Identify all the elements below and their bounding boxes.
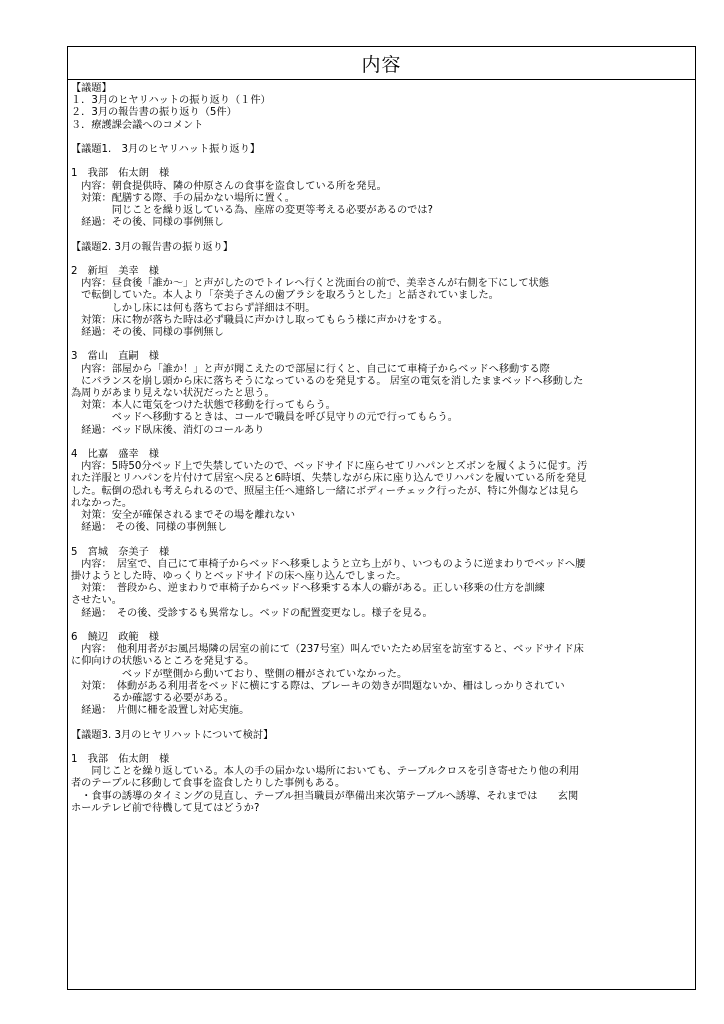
text-line: に仰向けの状態いるところを発見する。 [71,656,255,668]
text-line: れた洋服とリハパンを片付けて居室へ戻ると6時頃、失禁しながら床に座り込んでリハパンを履いている所を発見 [71,473,587,485]
text-line: 対策： 体動がある利用者をベッドに横にする際は、ブレーキの効きが問題ないか、柵はしっかりされてい [71,680,565,692]
text-line: 者のテーブルに移動して食事を盗食したりした事例もある。 [71,778,346,790]
text-line: 対策：床に物が落ちた時は必ず職員に声かけし取ってもらう様に声かけをする。 [71,314,448,326]
text-line: 内容：朝食提供時、隣の仲原さんの食事を盗食している所を発見。 [71,180,387,192]
document-frame [67,46,696,990]
blank-line [71,437,691,449]
text-line: 内容：部屋から「誰か！」と声が聞こえたので部屋に行くと、自己にて車椅子からベッドへ移動する際 [71,363,550,375]
text-line: 内容： 居室で、自己にて車椅子からベッドへ移乗しようと立ち上がり、いつものように逆まわりでベッドへ腰 [71,558,586,570]
text-line: れなかった。 [71,497,133,509]
text-line: 1 我部 佑太朗 様 [71,754,170,766]
blank-line [71,229,691,241]
text-line: しかし床には何も落ちておらず詳細は不明。 [71,302,316,314]
text-line: 内容：5時50分ベッド上で失禁していたので、ベッドサイドに座らせてリハパンとズボンを履くように促す。汚 [71,461,588,473]
text-line: 経過： 片側に柵を設置し対応実施。 [71,705,250,717]
text-line: 3 當山 直嗣 様 [71,351,159,363]
text-line: 対策：配膳する際、手の届かない場所に置く。 [71,192,295,204]
text-line: 【議題2. 3月の報告書の振り返り】 [71,241,234,253]
text-line: 内容： 他利用者がお風呂場隣の居室の前にて（237号室）叫んでいたため居室を訪室すると、ベッドサイド床 [71,644,584,656]
text-line: 対策：安全が確保されるまでその場を離れない [71,510,296,522]
text-line: 同じことを繰り返している。本人の手の届かない場所においても、テーブルクロスを引き寄せたり他の利用 [71,766,580,778]
text-line: 経過：その後、同様の事例無し [71,327,224,338]
text-line: 経過： その後、受診するも異常なし。ベッドの配置変更なし。様子を見る。 [71,607,433,619]
text-line: で転倒していた。本人より「奈美子さんの歯ブラシを取ろうとした」と話されていました。 [71,290,499,302]
minutes-body [68,80,695,815]
text-line: 経過：ベッド臥床後、消灯のコールあり [71,424,265,436]
text-line: ホールテレビ前で待機して見てはどうか? [71,802,260,814]
text-line: 1 我部 佑太朗 様 [71,168,170,180]
blank-line [71,254,691,266]
text-line: にバランスを崩し頭から床に落ちそうになっているのを発見する。 居室の電気を消したままベッドへ移動した [71,375,584,387]
text-line: 内容：昼食後「誰か～」と声がしたのでトイレへ行くと洗面台の前で、美幸さんが右側を下にして状態 [71,278,549,290]
text-line: ベッドが壁側から動いており、壁側の柵がされていなかった。 [71,668,408,680]
text-line: 対策：本人に電気をつけた状態で移動を行ってもらう。 [71,400,336,412]
text-line: １．3月のヒヤリハットの振り返り（１件） [71,95,271,107]
text-line: 【議題3. 3月のヒヤリハットについて検討】 [71,729,274,741]
text-line: 経過：その後、同様の事例無し [71,217,224,229]
text-line: 経過： その後、同様の事例無し [71,522,228,534]
text-line: 為周りがあまり見えない状況だったと思う。 [71,388,275,399]
blank-line [71,742,691,754]
blank-line [71,132,691,144]
blank-line [71,156,691,168]
text-line: 【議題】 [71,83,112,94]
text-line: 6 饒辺 政範 様 [71,632,159,644]
page-title: 内容 [361,53,402,76]
text-line: ベッドへ移動するときは、コールで職員を呼び見守りの元で行ってもらう。 [71,412,458,424]
text-line: るか確認する必要がある。 [71,693,234,705]
text-line: ２．3月の報告書の振り返り（5件） [71,107,237,119]
text-line: 2 新垣 美幸 様 [71,265,159,277]
text-line: ・食事の誘導のタイミングの見直し、テーブル担当職員が準備出来次第テーブルへ誘導、それまでは 玄関 [71,790,579,802]
text-line: させたい。 [71,595,122,607]
text-line: 対策： 普段から、逆まわりで車椅子からベッドへ移乗する本人の癖がある。正しい移乗の仕方を訓練 [71,583,545,595]
text-line: ３．療護課会議へのコメント [71,119,204,131]
blank-line [71,620,691,632]
blank-line [71,534,691,546]
text-line: 4 比嘉 盛幸 様 [71,449,159,460]
text-line: 5 宮城 奈美子 様 [71,546,170,558]
text-line: 同じことを繰り返している為、座席の変更等考える必要があるのでは? [71,205,433,216]
text-line: した。転倒の恐れも考えられるので、照屋主任へ連絡し一緒にボディーチェック行ったが、特に外傷などは見ら [71,485,580,497]
text-line: 掛けようとした時、ゆっくりとベッドサイドの床へ座り込んでしまった。 [71,571,407,583]
blank-line [71,339,691,351]
blank-line [71,717,691,729]
title-header [68,47,695,80]
text-line: 【議題1. 3月のヒヤリハット振り返り】 [71,144,261,155]
